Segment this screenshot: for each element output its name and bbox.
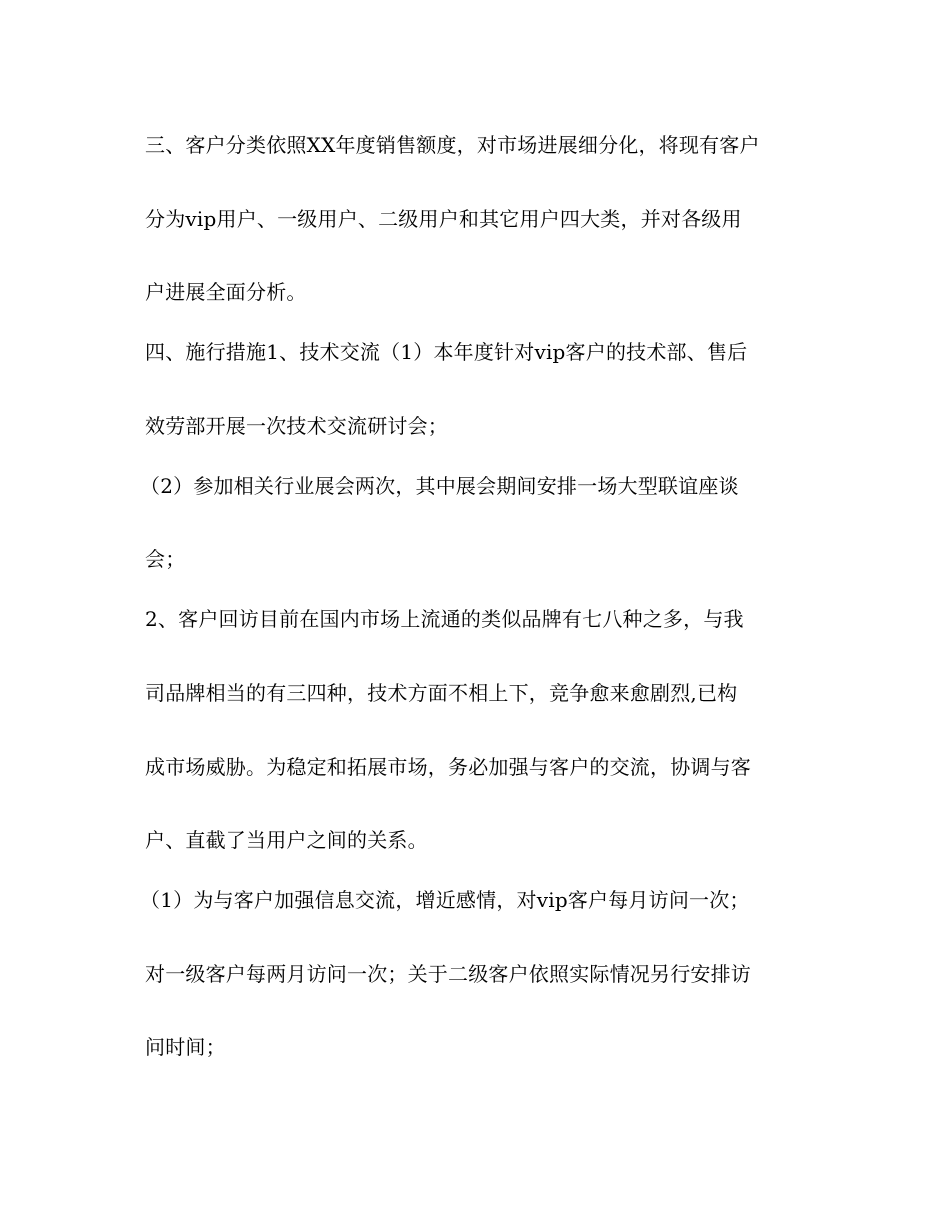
text-line-measures-heading: 四、施行措施1、技术交流（1）本年度针对vip客户的技术部、售后 — [145, 340, 748, 364]
text-line-seminar: 效劳部开展一次技术交流研讨会； — [145, 414, 448, 438]
text-line-customer-visits: 2、客户回访目前在国内市场上流通的类似品牌有七八种之多，与我 — [145, 607, 744, 631]
text-line-visit-time: 问时间； — [145, 1035, 226, 1059]
text-line-relationships: 户、直截了当用户之间的关系。 — [145, 828, 428, 852]
text-line-exhibition-end: 会； — [145, 547, 186, 571]
text-line-customer-categories: 分为vip用户、一级用户、二级用户和其它用户四大类，并对各级用 — [145, 207, 742, 231]
text-line-exhibition: （2）参加相关行业展会两次，其中展会期间安排一场大型联谊座谈 — [140, 474, 739, 498]
text-line-market-threat: 成市场威胁。为稳定和拓展市场，务必加强与客户的交流，协调与客 — [145, 755, 751, 779]
text-line-analysis: 户进展全面分析。 — [145, 280, 307, 304]
text-line-customer-classification: 三、客户分类依照XX年度销售额度，对市场进展细分化，将现有客户 — [145, 133, 760, 157]
text-line-vip-visits: （1）为与客户加强信息交流，增近感情，对vip客户每月访问一次； — [140, 888, 750, 912]
text-line-competition: 司品牌相当的有三四种，技术方面不相上下，竞争愈来愈剧烈,已构 — [145, 681, 738, 705]
text-line-level-visits: 对一级客户每两月访问一次；关于二级客户依照实际情况另行安排访 — [145, 962, 751, 986]
